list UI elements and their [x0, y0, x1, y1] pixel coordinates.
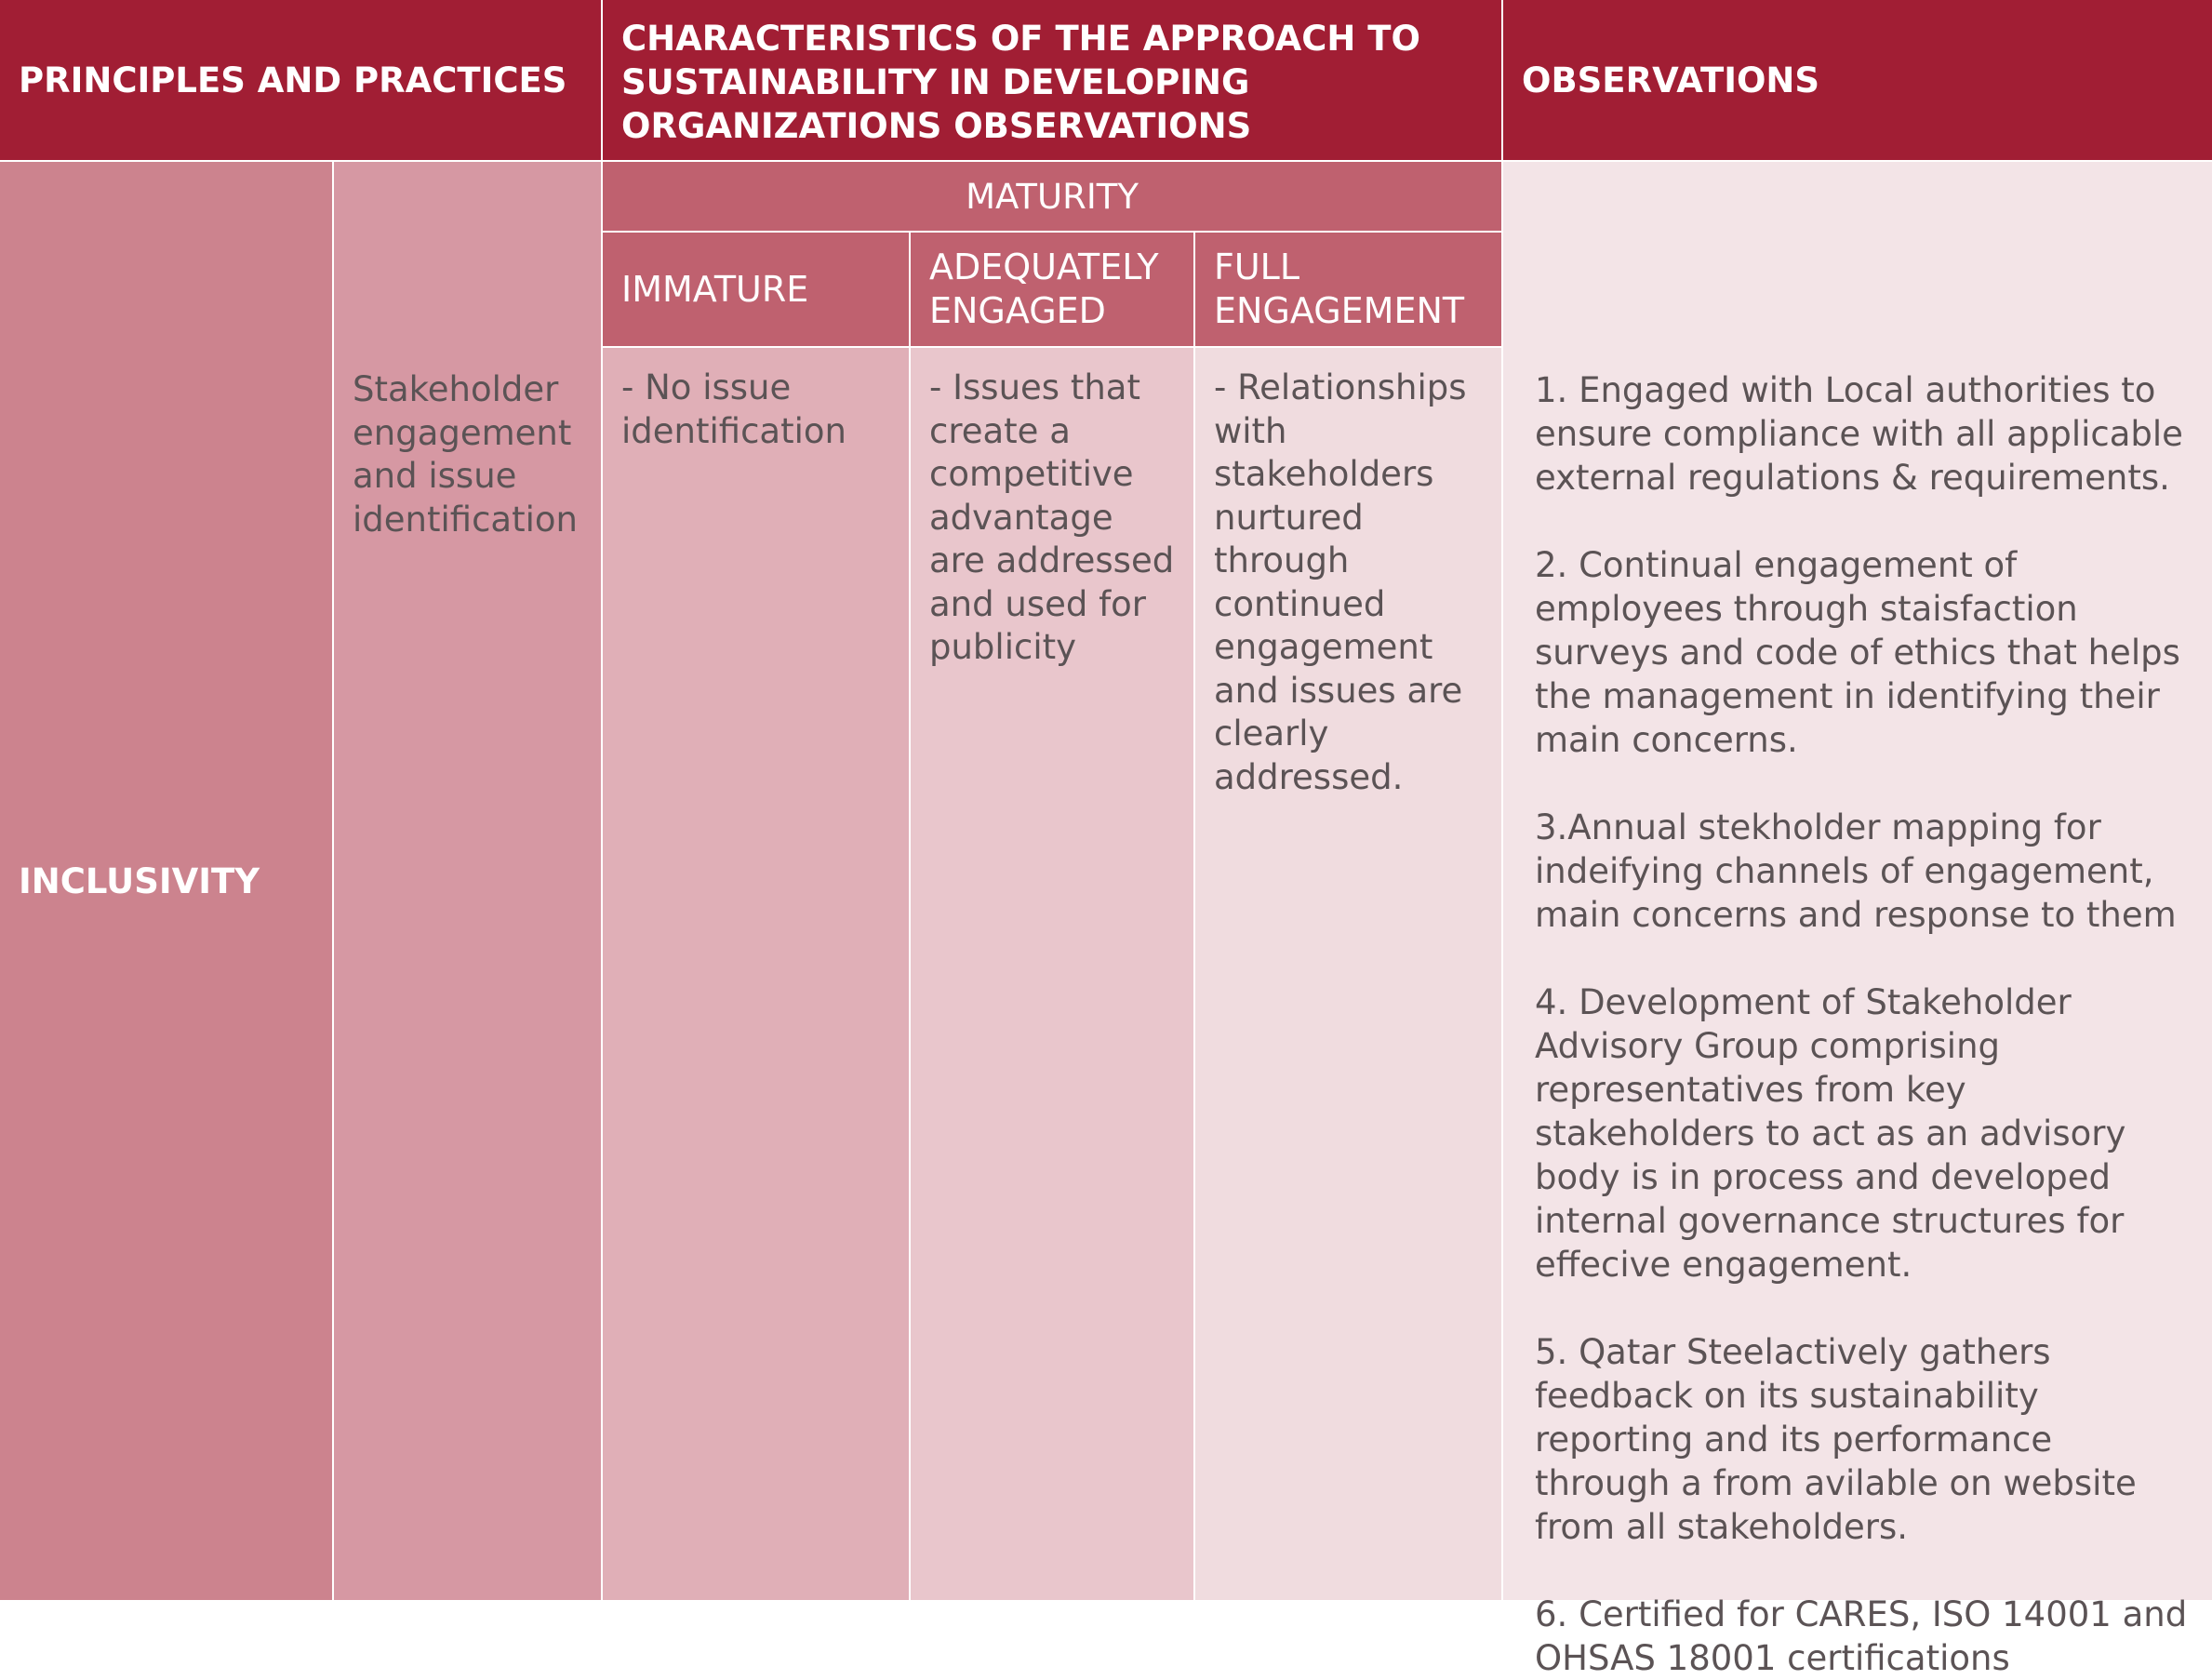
- full-engagement-cell: - Relationships with stakeholders nurtured through continued engagement and issues are clearly addressed.: [1195, 348, 1501, 1600]
- observation-item: 3.Annual stekholder mapping for indeifying channels of engagement, main concerns and response to them: [1535, 807, 2177, 935]
- maturity-header: MATURITY: [603, 162, 1501, 231]
- observations-cell: [1503, 162, 2212, 1678]
- practice-cell: Stakeholder engagement and issue identification: [334, 162, 601, 1600]
- observation-item: 1. Engaged with Local authorities to ensure compliance with all applicable external regulations & requirements.: [1535, 370, 2183, 498]
- observation-item: 6. Certified for CARES, ISO 14001 and OHSAS 18001 certifications: [1535, 1594, 2188, 1678]
- observation-item: 2. Continual engagement of employees through staisfaction surveys and code of ethics that helps the management in identifying their main concerns.: [1535, 545, 2180, 760]
- level-full-engagement-header: FULL ENGAGEMENT: [1195, 233, 1501, 346]
- header-characteristics: CHARACTERISTICS OF THE APPROACH TO SUSTAINABILITY IN DEVELOPING ORGANIZATIONS OBSERVATIONS: [603, 0, 1501, 160]
- observation-item: 4. Development of Stakeholder Advisory Group comprising representatives from key stakeholders to act as an advisory body is in process and developed internal governance structures for effecive engagement.: [1535, 982, 2126, 1285]
- adequately-engaged-cell: - Issues that create a competitive advantage are addressed and used for publicity: [911, 348, 1193, 1600]
- header-observations: OBSERVATIONS: [1503, 0, 2212, 160]
- level-adequately-engaged-header: ADEQUATELY ENGAGED: [911, 233, 1193, 346]
- principle-inclusivity: INCLUSIVITY: [0, 162, 332, 1600]
- header-principles: PRINCIPLES AND PRACTICES: [0, 0, 601, 160]
- observation-item: 5. Qatar Steelactively gathers feedback on its sustainability reporting and its performance through a from avilable on website from all stakeholders.: [1535, 1332, 2137, 1547]
- level-immature-header: IMMATURE: [603, 233, 909, 346]
- immature-cell: - No issue identification: [603, 348, 909, 1600]
